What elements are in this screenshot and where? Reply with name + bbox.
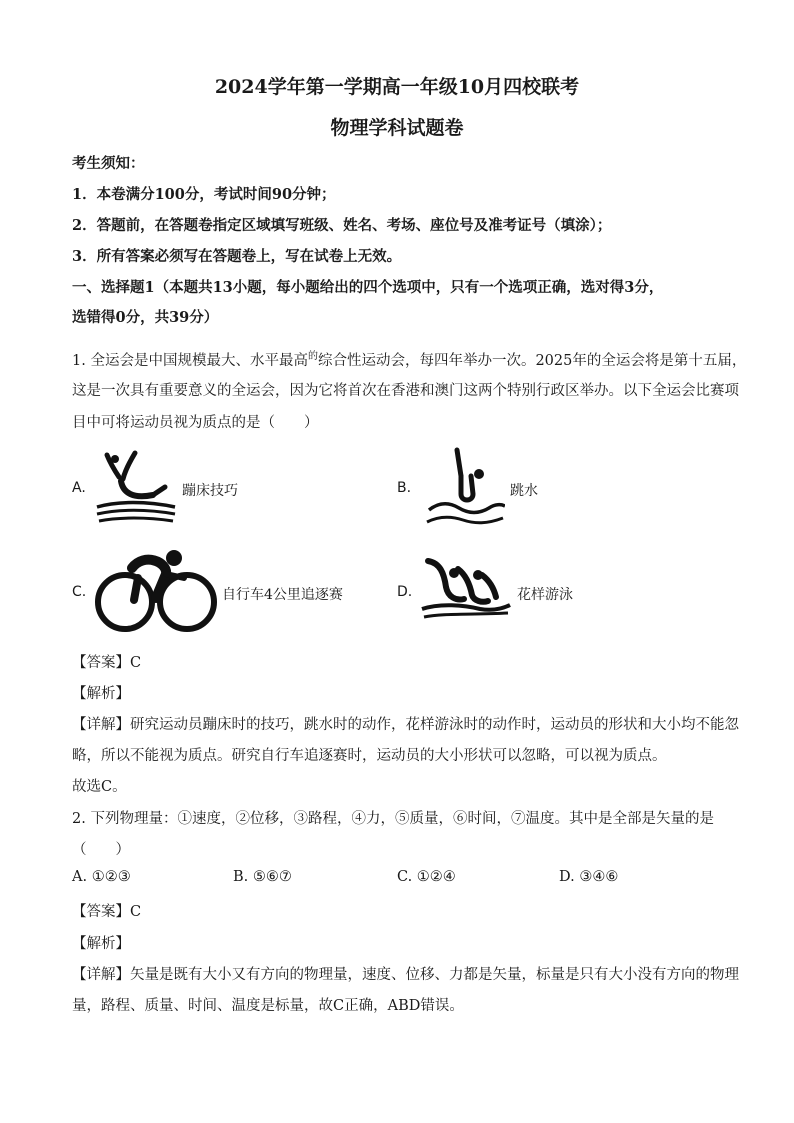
q2-detail-line1: 【详解】矢量是既有大小又有方向的物理量，速度、位移、力都是矢量，标量是只有大小没有方向的物理 <box>72 967 739 983</box>
q1-option-d-label: 花样游泳 <box>517 587 573 603</box>
q1-stem-line3: 目中可将运动员视为质点的是（ ） <box>72 415 319 431</box>
q2-option-d: D. ③④⑥ <box>559 869 619 885</box>
q2-analysis-tag: 【解析】 <box>72 936 130 952</box>
section-heading-line2: 选错得0分，共39分） <box>72 309 219 326</box>
q1-option-d-letter: D. <box>397 584 413 600</box>
q2-option-a: A. ①②③ <box>72 869 131 885</box>
q1-conclusion: 故选C。 <box>72 779 127 795</box>
notice-heading: 考生须知： <box>72 155 145 172</box>
q2-detail-line2: 量，路程、质量、时间、温度是标量，故C正确，ABD错误。 <box>72 998 464 1014</box>
q1-option-b-letter: B. <box>397 480 412 496</box>
q1-option-c-letter: C. <box>72 584 87 600</box>
q1-stem-part-b: 综合性运动会，每四年举办一次。2025年的全运会将是第十五届， <box>317 352 747 369</box>
q1-option-a-letter: A. <box>72 480 86 496</box>
q1-detail-line1: 【详解】研究运动员蹦床时的技巧，跳水时的动作，花样游泳时的动作时，运动员的形状和大小均不能忽 <box>72 717 739 733</box>
q1-stem-part-a: 1. 全运会是中国规模最大、水平最高 <box>72 352 308 369</box>
q1-analysis-tag: 【解析】 <box>72 686 130 702</box>
section-heading-line1: 一、选择题1（本题共13小题，每小题给出的四个选项中，只有一个选项正确，选对得3分， <box>72 279 664 296</box>
q1-answer: 【答案】C <box>72 655 142 671</box>
artistic-swimming-icon <box>420 553 512 623</box>
q1-detail-line2: 略，所以不能视为质点。研究自行车追逐赛时，运动员的大小形状可以忽略，可以视为质点。 <box>72 748 667 764</box>
q1-stem-superscript: 的 <box>307 351 318 362</box>
q2-option-b: B. ⑤⑥⑦ <box>233 869 292 885</box>
q1-option-c-label: 自行车4公里追逐赛 <box>222 587 343 603</box>
q2-answer: 【答案】C <box>72 904 142 920</box>
notice-item-2: 2．答题前，在答题卷指定区域填写班级、姓名、考场、座位号及准考证号（填涂）； <box>72 217 612 234</box>
notice-item-1: 1．本卷满分100分，考试时间90分钟； <box>72 186 336 203</box>
q1-stem-line1 <box>72 347 746 370</box>
trampoline-icon <box>93 447 177 527</box>
q2-option-c: C. ①②④ <box>397 869 456 885</box>
cycling-icon <box>94 544 218 636</box>
exam-subtitle: 物理学科试题卷 <box>330 117 464 139</box>
q2-stem-line1: 2. 下列物理量：①速度，②位移，③路程，④力，⑤质量，⑥时间，⑦温度。其中是全部是矢量的是 <box>72 811 714 827</box>
q1-option-b-label: 跳水 <box>510 483 538 499</box>
q1-stem-line2: 这是一次具有重要意义的全运会，因为它将首次在香港和澳门这两个特别行政区举办。以下全运会比赛项 <box>72 383 739 399</box>
q2-stem-line2: （ ） <box>72 842 130 858</box>
q1-option-a-label: 蹦床技巧 <box>182 483 238 499</box>
exam-title: 2024学年第一学期高一年级10月四校联考 <box>214 76 580 98</box>
notice-item-3: 3．所有答案必须写在答题卷上，写在试卷上无效。 <box>72 248 402 265</box>
diving-icon <box>425 446 505 528</box>
